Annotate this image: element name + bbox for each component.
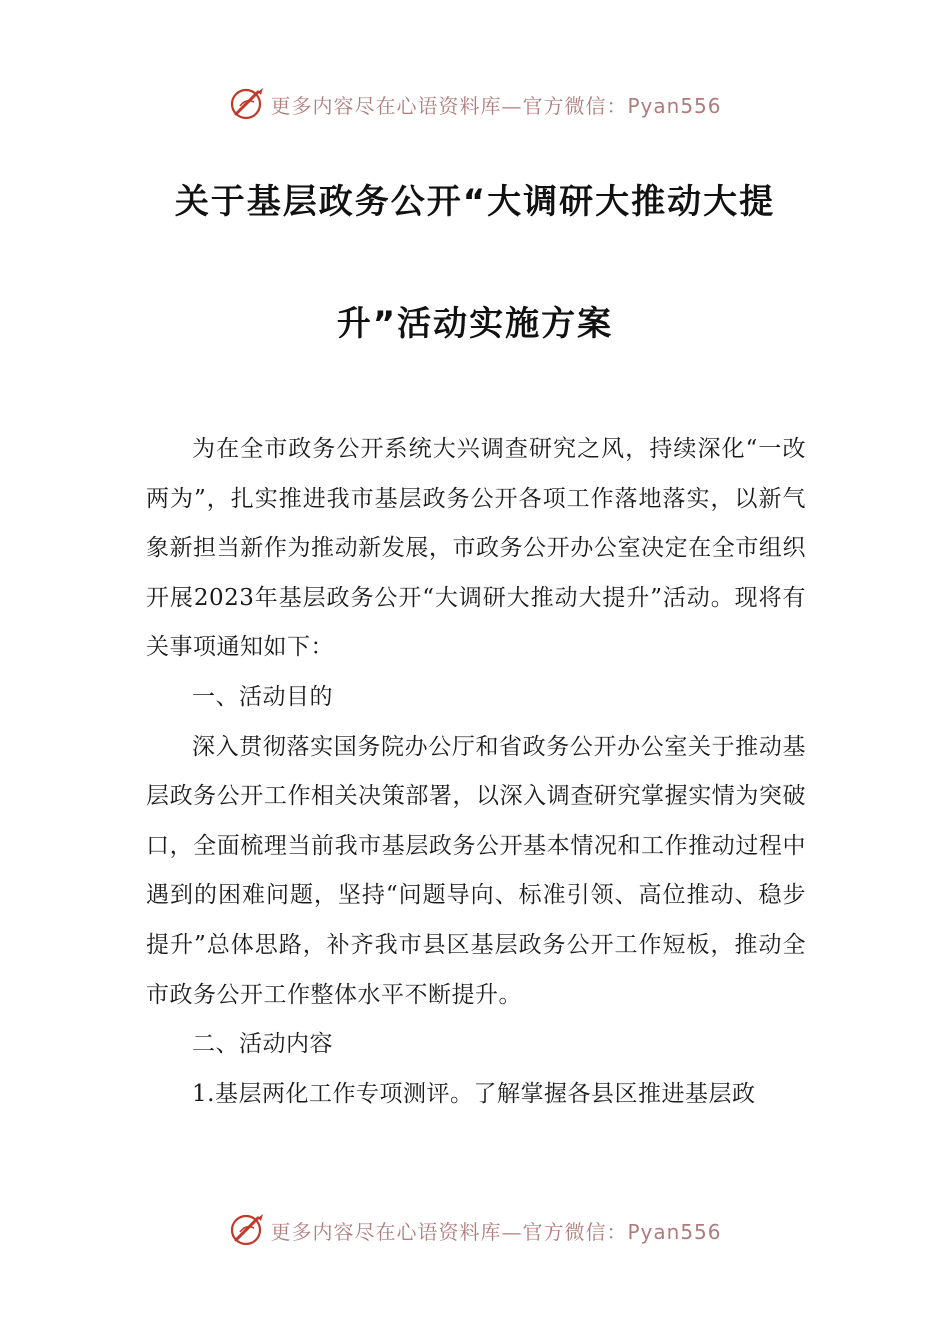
watermark-banner-top [0, 82, 950, 126]
section-heading-1: 一、活动目的 [192, 683, 333, 710]
section-heading-2: 二、活动内容 [192, 1031, 333, 1058]
paragraph-purpose: 深入贯彻落实国务院办公厅和省政务公开办公室关于推动基层政务公开工作相关决策部署，以深入调查研究掌握实情为突破口，全面梳理当前我市基层政务公开基本情况和工作推动过程中遇到的困难问题，坚持“问题导向、标准引领、高位推动、稳步提升”总体思路，补齐我市县区基层政务公开工作短板，推动全市政务公开工作整体水平不断提升。 [146, 733, 806, 1008]
pen-logo-icon [228, 1210, 268, 1250]
watermark-text: 更多内容尽在心语资料库—官方微信：Pyan556 [270, 1219, 722, 1244]
paragraph-content-1: 1.基层两化工作专项测评。了解掌握各县区推进基层政 [192, 1080, 756, 1107]
document-title-line-2: 升”活动实施方案 [336, 304, 614, 344]
document-title-line-1: 关于基层政务公开“大调研大推动大提 [174, 182, 776, 222]
document-body [146, 425, 806, 1119]
watermark-banner-bottom [0, 1208, 950, 1252]
pen-logo-icon [228, 84, 268, 124]
watermark-text: 更多内容尽在心语资料库—官方微信：Pyan556 [270, 93, 722, 118]
paragraph-intro: 为在全市政务公开系统大兴调查研究之风，持续深化“一改两为”，扎实推进我市基层政务公开各项工作落地落实，以新气象新担当新作为推动新发展，市政务公开办公室决定在全市组织开展2023年基层政务公开“大调研大推动大提升”活动。现将有关事项通知如下： [146, 436, 806, 661]
